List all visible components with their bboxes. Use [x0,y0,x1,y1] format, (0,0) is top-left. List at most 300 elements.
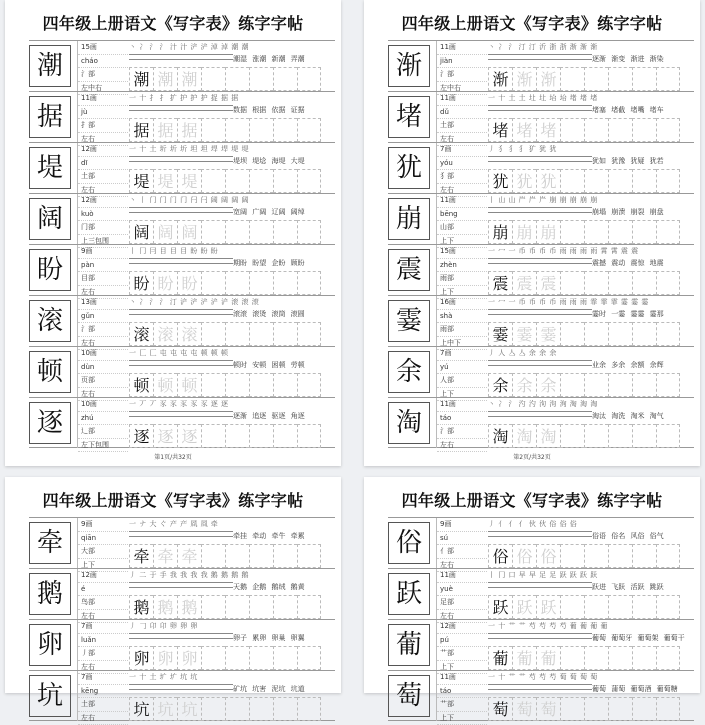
stroke-order: 一 丆 丆 豕 豕 豕 豕 豕 逐 逐 [129,399,335,410]
model-character: 崩 [388,198,430,240]
practice-cell-empty[interactable] [584,544,608,568]
character-info [77,194,128,244]
practice-cell-empty[interactable] [201,118,225,142]
character-info [77,518,128,568]
practice-cell-trace: 牵 [177,544,201,568]
practice-cells [129,271,321,295]
practice-cell-empty[interactable] [201,271,225,295]
pinyin: jù [78,106,128,120]
practice-cells [488,424,680,448]
practice-cell-trace: 潮 [153,67,177,91]
practice-cell-empty[interactable] [608,544,632,568]
radical: 亻部 [437,545,487,559]
practice-cell-empty[interactable] [249,595,273,619]
model-character: 逐 [29,402,71,444]
practice-cell-empty[interactable] [560,67,584,91]
radical: 氵部 [78,68,128,82]
practice-cell-trace: 牵 [153,544,177,568]
example-words: 潮湿 涨潮 新潮 弄潮 [233,53,335,65]
radical: 门部 [78,221,128,235]
pinyin: táo [437,412,487,426]
practice-cell-empty[interactable] [656,271,680,295]
example-words: 崩塌 崩溃 崩裂 崩盘 [592,206,694,218]
example-words: 堤坝 堤埝 海堤 大堤 [233,155,335,167]
practice-cell-empty[interactable] [249,697,273,721]
character-entry [388,397,694,448]
practice-cell-empty[interactable] [225,169,249,193]
practice-cell-empty[interactable] [632,697,656,721]
practice-cell-empty[interactable] [656,544,680,568]
copybook-page-3 [5,477,341,693]
stroke-count: 12画 [78,569,128,583]
practice-cell-empty[interactable] [560,271,584,295]
practice-cell-model: 跃 [488,595,512,619]
practice-cell-empty[interactable] [249,271,273,295]
practice-cell-model: 卵 [129,646,153,670]
practice-cell-empty[interactable] [225,271,249,295]
character-entry [388,346,694,397]
structure: 左下包围 [78,439,128,453]
character-info [77,245,128,295]
practice-cell-model: 顿 [129,373,153,397]
practice-cell-empty[interactable] [584,595,608,619]
practice-cell-trace: 崩 [512,220,536,244]
stroke-order: 一 匚 匚 屯 屯 屯 屯 顿 顿 顿 [129,348,335,359]
practice-cell-empty[interactable] [608,322,632,346]
practice-cell-trace: 霎 [512,322,536,346]
practice-cell-empty[interactable] [273,67,297,91]
practice-cell-empty[interactable] [201,373,225,397]
character-entry [29,346,335,397]
writing-guide-lines [129,633,233,639]
practice-cells [488,322,680,346]
page-title: 四年级上册语文《写字表》练字字帖 [5,488,341,511]
practice-cell-empty[interactable] [273,697,297,721]
writing-guide-lines [488,207,592,213]
writing-guide-lines [488,684,592,690]
model-character: 霎 [388,300,430,342]
example-words: 葡萄 葡萄牙 葡萄架 葡萄干 [592,632,694,644]
entry-grid [29,517,335,721]
structure: 上下 [437,661,487,675]
practice-cell-empty[interactable] [297,544,321,568]
model-character: 葡 [388,624,430,666]
practice-cell-empty[interactable] [273,118,297,142]
practice-cell-empty[interactable] [656,697,680,721]
example-words: 淘汰 淘洗 淘米 淘气 [592,410,694,422]
practice-cell-empty[interactable] [656,169,680,193]
example-words: 矿坑 坑害 泥坑 坑道 [233,683,335,695]
practice-cell-empty[interactable] [297,595,321,619]
stroke-count: 11画 [437,92,487,106]
model-character: 堤 [29,147,71,189]
radical: 人部 [437,374,487,388]
character-entry [388,295,694,346]
practice-cell-empty[interactable] [632,595,656,619]
page-title: 四年级上册语文《写字表》练字字帖 [364,11,700,34]
practice-cell-empty[interactable] [560,169,584,193]
character-entry [29,142,335,193]
practice-cell-empty[interactable] [584,220,608,244]
practice-cell-trace: 卵 [177,646,201,670]
practice-cell-empty[interactable] [632,544,656,568]
practice-cell-trace: 坑 [177,697,201,721]
example-words: 葡萄 蒲萄 葡萄酒 葡萄糖 [592,683,694,695]
copybook-page-1 [5,0,341,466]
practice-cells [488,697,680,721]
structure: 左右 [437,559,487,573]
example-words: 牵挂 牵动 牵牛 牵累 [233,530,335,542]
practice-cell-trace: 逐 [177,424,201,448]
practice-cells [129,118,321,142]
structure: 上中下 [437,337,487,351]
practice-cell-model: 牵 [129,544,153,568]
practice-cell-empty[interactable] [608,697,632,721]
practice-cell-empty[interactable] [632,118,656,142]
practice-cells [488,373,680,397]
practice-cells [488,595,680,619]
practice-cell-empty[interactable] [656,118,680,142]
radical: 扌部 [78,119,128,133]
practice-cell-empty[interactable] [297,220,321,244]
practice-cell-empty[interactable] [273,646,297,670]
practice-cell-empty[interactable] [608,424,632,448]
practice-cell-empty[interactable] [656,220,680,244]
character-info [436,569,487,619]
structure: 上下 [437,712,487,725]
stroke-count: 11画 [78,92,128,106]
structure: 左右 [78,661,128,675]
character-entry [29,244,335,295]
entry-grid [388,517,694,721]
practice-cell-empty[interactable] [584,118,608,142]
character-entry [29,670,335,721]
practice-cell-trace: 盼 [177,271,201,295]
stroke-count: 12画 [78,194,128,208]
pinyin: táo [437,685,487,699]
practice-cell-empty[interactable] [201,424,225,448]
model-character: 余 [388,351,430,393]
stroke-count: 13画 [78,296,128,310]
copybook-page-2 [364,0,700,466]
practice-cells [129,646,321,670]
radical: 雨部 [437,272,487,286]
character-info [436,671,487,721]
stroke-count: 15画 [437,245,487,259]
practice-cell-empty[interactable] [201,169,225,193]
stroke-order: 一 十 土 圻 圻 圻 坦 坦 垾 垾 堤 堤 [129,144,335,155]
character-info [436,398,487,448]
practice-cell-empty[interactable] [249,169,273,193]
writing-guide-lines [129,684,233,690]
practice-cell-empty[interactable] [273,169,297,193]
practice-cell-trace: 渐 [536,67,560,91]
structure: 左中右 [78,82,128,96]
practice-cell-empty[interactable] [225,595,249,619]
practice-cell-empty[interactable] [249,220,273,244]
practice-cell-empty[interactable] [584,646,608,670]
practice-cell-empty[interactable] [273,220,297,244]
practice-cell-trace: 萄 [536,697,560,721]
practice-cell-empty[interactable] [225,373,249,397]
character-entry [388,670,694,721]
stroke-order: 一 冖 一 币 币 币 币 雨 雨 雨 雨 霄 霄 震 震 [488,246,694,257]
practice-cell-empty[interactable] [201,544,225,568]
practice-cell-empty[interactable] [225,544,249,568]
practice-cell-empty[interactable] [560,424,584,448]
pinyin: zhèn [437,259,487,273]
stroke-count: 11画 [437,569,487,583]
practice-cell-trace: 顿 [153,373,177,397]
model-character: 俗 [388,522,430,564]
practice-cell-trace: 犹 [536,169,560,193]
character-info [436,92,487,142]
writing-guide-lines [129,258,233,264]
pinyin: kēng [78,685,128,699]
practice-cell-trace: 滚 [177,322,201,346]
practice-cell-empty[interactable] [225,424,249,448]
writing-guide-lines [129,54,233,60]
practice-cell-empty[interactable] [297,373,321,397]
practice-cell-empty[interactable] [560,646,584,670]
practice-cell-empty[interactable] [584,67,608,91]
practice-cell-empty[interactable] [632,373,656,397]
practice-cell-empty[interactable] [632,220,656,244]
practice-cell-trace: 余 [536,373,560,397]
stroke-order: 丿 人 亼 亼 余 余 余 [488,348,694,359]
practice-cell-empty[interactable] [273,424,297,448]
practice-cell-empty[interactable] [297,424,321,448]
practice-cell-empty[interactable] [225,67,249,91]
practice-cell-empty[interactable] [656,373,680,397]
stroke-order: 丨 山 山 屵 屵 屵 崩 崩 崩 崩 崩 [488,195,694,206]
practice-cell-empty[interactable] [632,67,656,91]
practice-cell-trace: 跃 [536,595,560,619]
practice-cell-trace: 堵 [536,118,560,142]
practice-cells [129,322,321,346]
practice-cell-empty[interactable] [632,169,656,193]
writing-guide-lines [129,309,233,315]
practice-cell-empty[interactable] [560,220,584,244]
practice-cell-empty[interactable] [297,118,321,142]
practice-cell-empty[interactable] [249,67,273,91]
radical: 氵部 [78,323,128,337]
practice-cell-model: 坑 [129,697,153,721]
practice-cell-empty[interactable] [201,322,225,346]
structure: 左右 [78,712,128,725]
model-character: 堵 [388,96,430,138]
practice-cell-empty[interactable] [608,67,632,91]
practice-cell-empty[interactable] [201,67,225,91]
character-info [77,620,128,670]
practice-cell-empty[interactable] [249,646,273,670]
page-footer: 第1页/共32页 [5,452,341,461]
practice-cell-empty[interactable] [249,322,273,346]
pinyin: yóu [437,157,487,171]
practice-cell-empty[interactable] [297,271,321,295]
practice-cell-trace: 葡 [536,646,560,670]
practice-cells [488,646,680,670]
practice-cell-empty[interactable] [608,271,632,295]
practice-cell-empty[interactable] [297,697,321,721]
practice-cell-empty[interactable] [249,424,273,448]
practice-cell-empty[interactable] [656,322,680,346]
model-character: 顿 [29,351,71,393]
practice-cell-empty[interactable] [225,646,249,670]
pinyin: dī [78,157,128,171]
example-words: 逐渐 追逐 驱逐 角逐 [233,410,335,422]
practice-cell-empty[interactable] [560,595,584,619]
practice-cell-empty[interactable] [608,646,632,670]
practice-cell-empty[interactable] [656,424,680,448]
practice-cell-model: 犹 [488,169,512,193]
practice-cell-empty[interactable] [608,118,632,142]
stroke-order: 丿 亻 亻 亻 伙 伙 俗 俗 俗 [488,519,694,530]
practice-cell-trace: 俗 [512,544,536,568]
practice-cell-empty[interactable] [584,373,608,397]
practice-cell-model: 堤 [129,169,153,193]
practice-cell-empty[interactable] [608,169,632,193]
practice-cell-empty[interactable] [249,118,273,142]
character-entry [388,244,694,295]
practice-cell-empty[interactable] [656,646,680,670]
stroke-order: 丨 冂 口 早 早 足 足 跃 跃 跃 跃 [488,570,694,581]
writing-guide-lines [129,582,233,588]
practice-cell-empty[interactable] [201,697,225,721]
example-words: 顿时 安顿 困顿 劳顿 [233,359,335,371]
character-entry [29,397,335,448]
practice-cell-empty[interactable] [608,220,632,244]
practice-cell-empty[interactable] [560,697,584,721]
practice-cell-empty[interactable] [584,322,608,346]
practice-cell-empty[interactable] [201,595,225,619]
practice-cell-empty[interactable] [632,646,656,670]
character-info [436,41,487,91]
practice-cell-empty[interactable] [632,322,656,346]
character-entry [388,517,694,568]
practice-cell-empty[interactable] [225,118,249,142]
pinyin: zhú [78,412,128,426]
practice-cell-empty[interactable] [273,595,297,619]
character-entry [388,142,694,193]
character-info [436,620,487,670]
structure: 上下 [437,388,487,402]
practice-cell-trace: 顿 [177,373,201,397]
practice-cell-empty[interactable] [584,697,608,721]
model-character: 阔 [29,198,71,240]
practice-cell-empty[interactable] [560,322,584,346]
model-character: 潮 [29,45,71,87]
practice-cell-empty[interactable] [297,646,321,670]
stroke-count: 9画 [78,245,128,259]
radical: 犭部 [437,170,487,184]
pinyin: luǎn [78,634,128,648]
practice-cell-empty[interactable] [201,220,225,244]
practice-cell-model: 崩 [488,220,512,244]
practice-cell-empty[interactable] [273,271,297,295]
pinyin: kuò [78,208,128,222]
practice-cell-model: 滚 [129,322,153,346]
model-character: 滚 [29,300,71,342]
practice-cell-empty[interactable] [201,646,225,670]
practice-cell-empty[interactable] [584,424,608,448]
practice-cell-empty[interactable] [273,373,297,397]
practice-cell-empty[interactable] [608,373,632,397]
practice-cell-model: 萄 [488,697,512,721]
practice-cell-empty[interactable] [560,544,584,568]
example-words: 逐渐 渐变 渐进 渐染 [592,53,694,65]
radical: 页部 [78,374,128,388]
practice-cell-trace: 据 [153,118,177,142]
example-words: 震撼 震动 震惊 地震 [592,257,694,269]
practice-cell-empty[interactable] [225,697,249,721]
structure: 左中右 [437,82,487,96]
practice-cell-empty[interactable] [273,322,297,346]
practice-cell-empty[interactable] [560,373,584,397]
example-words: 期盼 盼望 企盼 顾盼 [233,257,335,269]
pinyin: shà [437,310,487,324]
pinyin: gǔn [78,310,128,324]
practice-cell-trace: 跃 [512,595,536,619]
practice-cell-empty[interactable] [249,373,273,397]
copybook-page-4 [364,477,700,693]
writing-guide-lines [129,156,233,162]
practice-cell-empty[interactable] [225,322,249,346]
practice-cell-empty[interactable] [225,220,249,244]
practice-cells [488,544,680,568]
radical: 山部 [437,221,487,235]
practice-cell-model: 逐 [129,424,153,448]
radical: 丿部 [78,647,128,661]
writing-guide-lines [488,54,592,60]
writing-guide-lines [488,258,592,264]
radical: 雨部 [437,323,487,337]
character-info [436,245,487,295]
model-character: 盼 [29,249,71,291]
practice-cell-empty[interactable] [273,544,297,568]
practice-cell-trace: 霎 [536,322,560,346]
practice-cell-empty[interactable] [656,595,680,619]
practice-cells [488,220,680,244]
character-entry [29,517,335,568]
example-words: 数据 根据 依据 证据 [233,104,335,116]
structure: 左右 [78,286,128,300]
structure: 上下 [437,286,487,300]
structure: 左右 [78,337,128,351]
practice-cell-empty[interactable] [584,169,608,193]
practice-cell-model: 余 [488,373,512,397]
practice-cells [129,424,321,448]
stroke-count: 11画 [437,194,487,208]
stroke-count: 11画 [437,671,487,685]
practice-cell-empty[interactable] [632,271,656,295]
practice-cell-empty[interactable] [297,169,321,193]
stroke-order: 丿 𠃌 卬 卬 卵 卵 卵 [129,621,335,632]
writing-guide-lines [488,633,592,639]
practice-cell-empty[interactable] [560,118,584,142]
practice-cell-trace: 卵 [153,646,177,670]
practice-cell-empty[interactable] [297,322,321,346]
entry-grid [388,40,694,448]
practice-cell-empty[interactable] [632,424,656,448]
practice-cell-empty[interactable] [608,595,632,619]
practice-cell-empty[interactable] [297,67,321,91]
practice-cell-empty[interactable] [656,67,680,91]
radical: 氵部 [437,425,487,439]
practice-cell-empty[interactable] [249,544,273,568]
practice-cell-empty[interactable] [584,271,608,295]
stroke-order: 丶 丨 门 门 门 门 闩 闩 阔 阔 阔 阔 [129,195,335,206]
